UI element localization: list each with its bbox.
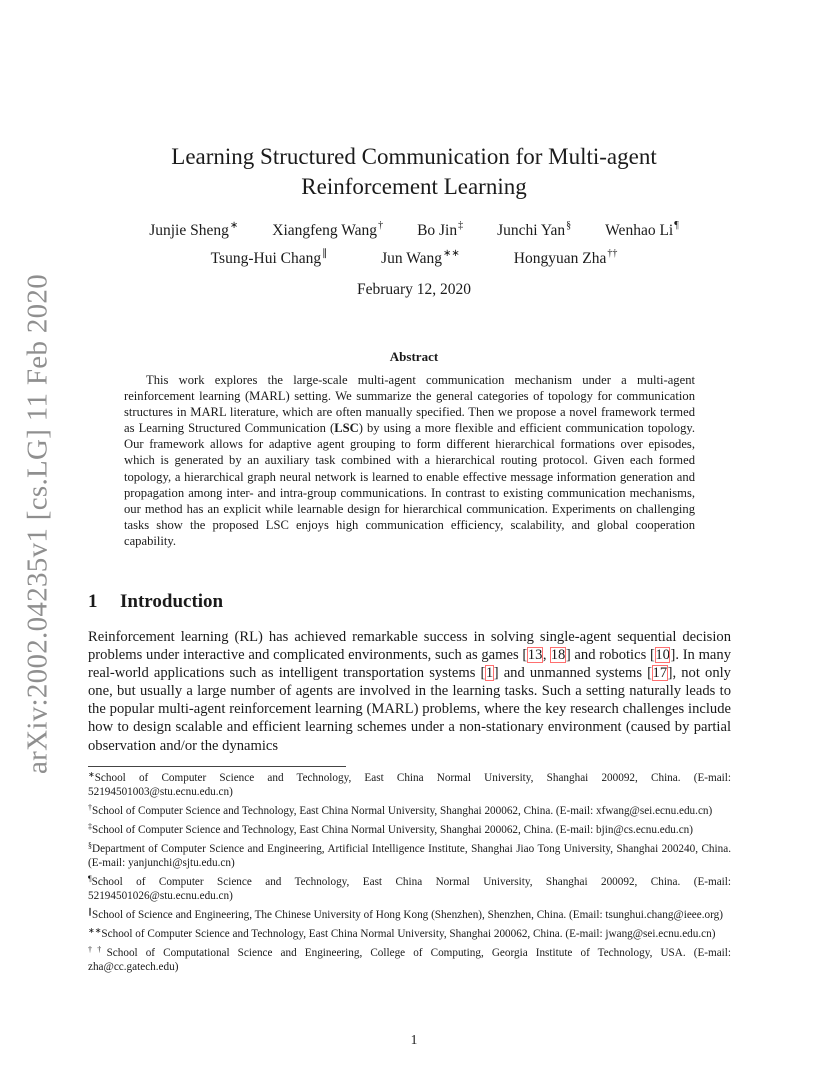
footnote-mark: ∗∗ (88, 926, 102, 935)
citation-link[interactable]: 17 (652, 665, 668, 682)
author-mark: ∗ (229, 220, 239, 231)
section-title: Introduction (120, 591, 224, 612)
author (149, 220, 238, 240)
author (211, 248, 327, 268)
footnote-text: School of Computational Science and Engineering, College of Computing, Georgia Institute of Technology, USA. (E-mail: zha@cc.gatech.edu) (88, 946, 731, 974)
author-name: Tsung-Hui Chang (210, 250, 322, 267)
footnote (88, 943, 731, 975)
footnote-text: Department of Computer Science and Engineering, Artificial Intelligence Institute, Shanghai Jiao Tong University, Shanghai 200240, China. (E-mail: yanjunchi@sjtu.edu.cn) (88, 842, 731, 870)
footnote-text: School of Computer Science and Technology, East China Normal University, Shanghai 200062, China. (E-mail: xfwang@sei.ecnu.edu.cn) (92, 805, 713, 818)
author (605, 220, 679, 240)
footnote-text: School of Computer Science and Technology, East China Normal University, Shanghai 200092, China. (E-mail: 52194501026@stu.ecnu.edu.cn) (88, 876, 731, 903)
abstract-text: This work explores the large-scale multi-agent communication mechanism under a multi-agent reinforcement learning (MARL) setting. We summarize the general categories of topology for communication structures in MARL literature, which are often manually specified. Then we propose a novel framework termed as Learning Structured Communication ( (124, 373, 695, 436)
author (417, 220, 463, 240)
footnote (88, 820, 731, 837)
footnote (88, 872, 731, 904)
section-number: 1 (88, 591, 98, 612)
section-heading (88, 591, 223, 613)
author-name: Bo Jin (417, 222, 458, 239)
footnote (88, 801, 731, 818)
author-name: Hongyuan Zha (513, 250, 607, 267)
citation-link[interactable]: 1 (485, 665, 494, 682)
abstract-body (124, 372, 695, 549)
body-text: ]. In many real-world applications such as intelligent transportation systems [ (88, 647, 732, 682)
author-mark: † (378, 220, 384, 231)
footnotes (88, 768, 731, 976)
author-mark: ‡ (458, 220, 464, 231)
footnote-mark: ∥ (88, 907, 92, 917)
arxiv-side-stamp: arXiv:2002.04235v1 [cs.LG] 11 Feb 2020 (21, 273, 54, 775)
footnote-rule (88, 766, 346, 767)
publication-date: February 12, 2020 (356, 281, 472, 298)
intro-paragraph (88, 628, 731, 755)
footnote-text: School of Science and Engineering, The Chinese University of Hong Kong (Shenzhen), Shenzhen, China. (Email: tsunghui.chang@ieee.org) (92, 909, 723, 922)
footnote-mark: ‡ (88, 822, 92, 831)
footnote (88, 768, 731, 800)
footnote-mark: †† (88, 944, 107, 954)
author-name: Xiangfeng Wang (272, 222, 378, 239)
footnote-text: School of Computer Science and Technology, East China Normal University, Shanghai 200062, China. (E-mail: jwang@sei.ecnu.edu.cn) (101, 928, 716, 940)
footnote-mark: † (88, 803, 92, 813)
author-mark: § (566, 220, 572, 231)
footnote (88, 905, 731, 922)
citation-link[interactable]: 13 (527, 647, 543, 664)
author (514, 248, 618, 268)
body-text: Reinforcement learning (RL) has achieved remarkable success in solving single-agent sequential decision problems under interactive and complicated environments, such as games [ (88, 629, 731, 664)
footnote (88, 839, 731, 871)
footnote-text: School of Computer Science and Technology, East China Normal University, Shanghai 200092, China. (E-mail: 52194501003@stu.ecnu.edu.cn) (88, 772, 731, 799)
body-text: ], not only one, but usually a large number of agents are involved in the learning tasks. Such a setting naturally leads to the popular multi-agent reinforcement learning (MARL) problems, where the key research challenges include how to design scalable and efficient learning schemes under a non-stationary environment (caused by partial observation and/or the dynamics (88, 665, 731, 754)
footnote-mark: ∗ (88, 770, 95, 779)
title-line-1: Learning Structured Communication for Multi-agent (171, 144, 657, 169)
author-mark: †† (607, 248, 618, 259)
abstract-text: ) by using a more flexible and efficient communication topology. Our framework allows for adaptive agent grouping to form different hierarchical formations over episodes, which is generated by an auxiliary task combined with a hierarchical routing protocol. Given each formed topology, a hierarchical graph neural network is learned to enable effective message information generation and propagation among inter- and intra-group communications. In contrast to existing communication mechanisms, our method has an explicit while learnable design for hierarchical communication. Experiments on challenging tasks show the proposed LSC enjoys high communication efficiency, scalability, and global cooperation capability. (124, 421, 695, 548)
author-name: Wenhao Li (605, 222, 674, 239)
footnote-text: School of Computer Science and Technology, East China Normal University, Shanghai 200062, China. (E-mail: bjin@cs.ecnu.edu.cn) (92, 824, 693, 836)
author-list-row-2 (0, 248, 828, 268)
page-number: 1 (410, 1032, 418, 1047)
footnote-mark: § (88, 840, 92, 850)
body-text: ] and robotics [ (565, 647, 655, 664)
citation-link[interactable]: 18 (550, 647, 566, 664)
author-name: Junjie Sheng (149, 222, 229, 239)
author (272, 220, 383, 240)
abstract-bold-term: LSC (334, 421, 359, 436)
author-name: Jun Wang (381, 250, 443, 267)
author-mark: ¶ (674, 220, 679, 231)
author-name: Junchi Yan (497, 222, 566, 239)
author-mark: ∥ (322, 248, 328, 259)
body-text: , (542, 647, 551, 664)
footnote (88, 924, 731, 941)
body-text: ] and unmanned systems [ (493, 665, 653, 682)
author-list-row-1 (0, 220, 828, 240)
paper-title (0, 142, 828, 202)
footnote-mark: ¶ (88, 874, 92, 883)
author (497, 220, 571, 240)
author (381, 248, 460, 268)
author-mark: ∗∗ (443, 248, 460, 259)
abstract-heading: Abstract (389, 349, 439, 364)
title-line-2: Reinforcement Learning (301, 174, 527, 199)
citation-link[interactable]: 10 (655, 647, 670, 664)
